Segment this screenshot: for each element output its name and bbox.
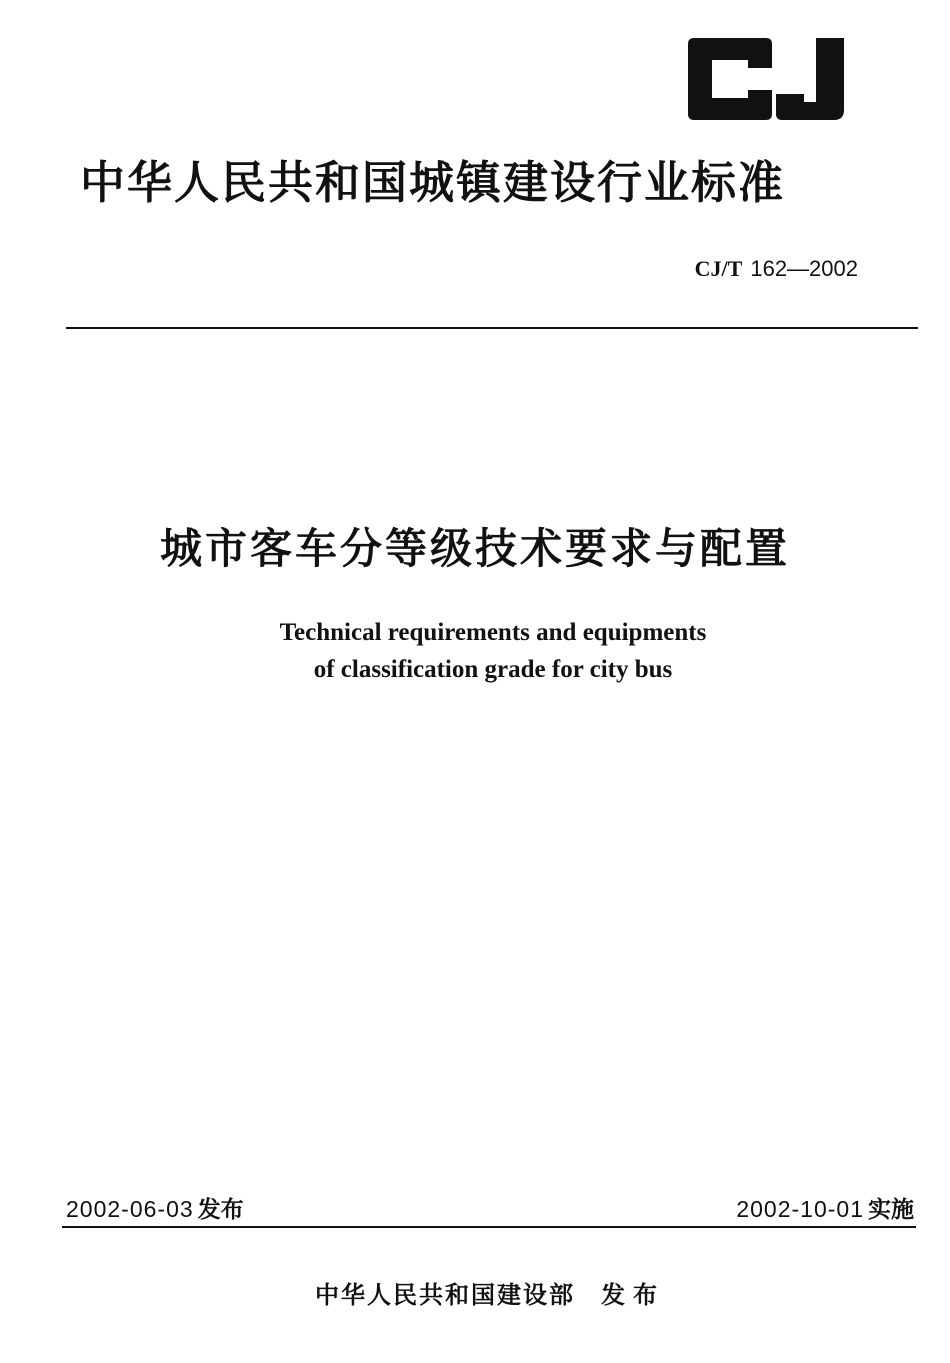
cj-logo — [684, 38, 848, 120]
standard-number: 162—2002 — [750, 256, 858, 281]
title-english-line-2: of classification grade for city bus — [313, 656, 673, 683]
header-divider — [66, 327, 918, 329]
standard-code — [695, 258, 858, 281]
effective-label: 实施 — [868, 1197, 914, 1223]
title-english-line-1: Technical requirements and equipments — [279, 619, 707, 646]
publisher-name: 中华人民共和国建设部 — [315, 1281, 575, 1309]
title-chinese: 城市客车分等级技术要求与配置 — [159, 524, 790, 573]
effective-date-block — [736, 1198, 914, 1222]
publisher-action: 发布 — [601, 1281, 665, 1309]
issue-date: 2002-06-03 — [66, 1196, 194, 1222]
organization-title: 中华人民共和国城镇建设行业标准 — [80, 156, 786, 209]
publisher-line — [0, 1283, 950, 1307]
issue-date-block — [66, 1198, 244, 1222]
standard-prefix: CJ/T — [694, 256, 743, 281]
issue-label: 发布 — [197, 1197, 244, 1223]
footer-divider — [62, 1226, 916, 1228]
effective-date: 2002-10-01 — [736, 1196, 864, 1222]
